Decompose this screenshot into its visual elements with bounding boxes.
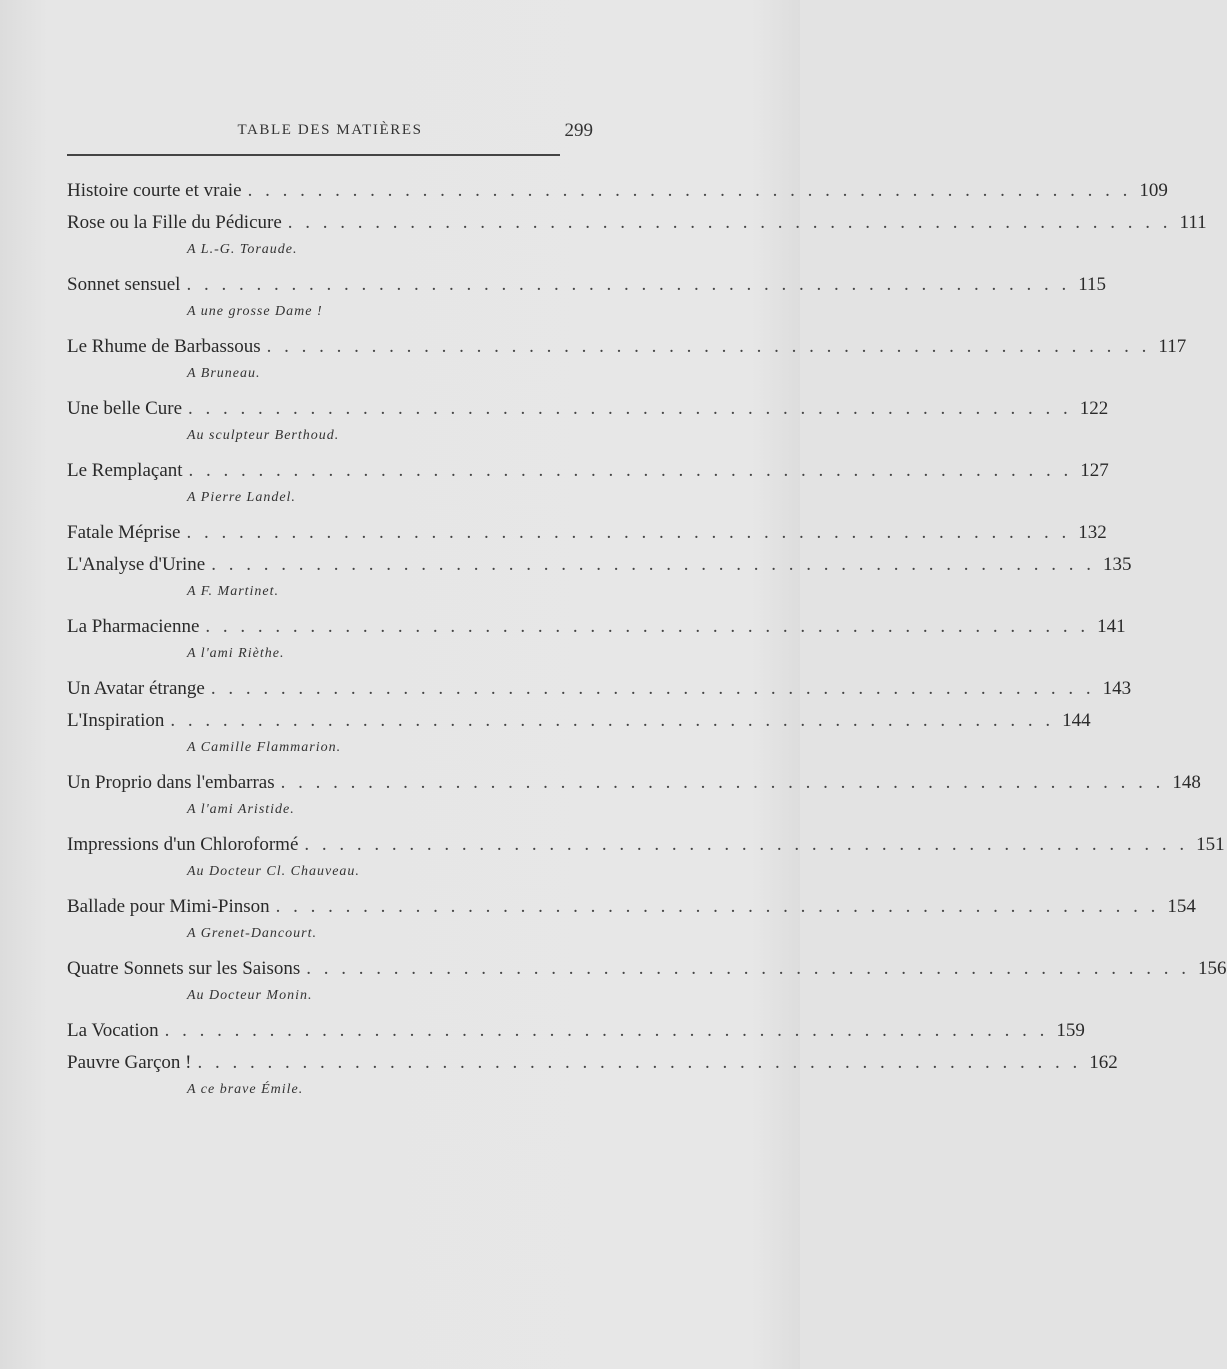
- toc-entry-line: [67, 710, 1091, 740]
- toc-entry-page: 162: [1089, 1052, 1118, 1073]
- toc-entry-line: [67, 834, 1225, 864]
- toc-entry-title: Quatre Sonnets sur les Saisons: [67, 958, 301, 979]
- dot-leader: . . . . . . . . . . . . . . . . . . . . . . . . . . . . . . . . . . . . . . . . . . . . . . . . . . .: [186, 274, 1071, 295]
- toc-entry-line: [67, 522, 1107, 552]
- toc-entry-line: [67, 616, 1126, 646]
- toc-entry-line: [67, 678, 1132, 708]
- toc-entry-page: 156: [1198, 958, 1227, 979]
- toc-entry-page: 109: [1139, 180, 1168, 201]
- toc-entry-title: Sonnet sensuel: [67, 274, 181, 295]
- toc-entry-dedication: A l'ami Aristide.: [187, 802, 295, 817]
- dot-leader: . . . . . . . . . . . . . . . . . . . . . . . . . . . . . . . . . . . . . . . . . . . . . . . . . . .: [247, 180, 1132, 201]
- toc-entry-page: 122: [1079, 398, 1109, 419]
- dot-leader: . . . . . . . . . . . . . . . . . . . . . . . . . . . . . . . . . . . . . . . . . . . . . . . . . . .: [210, 678, 1095, 699]
- toc-entry-dedication: A F. Martinet.: [187, 584, 280, 599]
- dot-leader: . . . . . . . . . . . . . . . . . . . . . . . . . . . . . . . . . . . . . . . . . . . . . . . . . . .: [205, 616, 1090, 637]
- dot-leader: . . . . . . . . . . . . . . . . . . . . . . . . . . . . . . . . . . . . . . . . . . . . . . . . . . .: [188, 398, 1072, 419]
- toc-entry-title: L'Inspiration: [67, 710, 165, 731]
- toc-entry-title: Impressions d'un Chloroformé: [67, 834, 299, 855]
- toc-entry-dedication: A l'ami Rièthe.: [187, 646, 285, 661]
- toc-entry-dedication: Au Docteur Cl. Chauveau.: [187, 864, 360, 879]
- toc-entry-page: 111: [1179, 212, 1207, 233]
- dot-leader: . . . . . . . . . . . . . . . . . . . . . . . . . . . . . . . . . . . . . . . . . . . . . . . . . . .: [170, 710, 1055, 731]
- toc-entry: [67, 274, 1107, 334]
- toc-entry: [67, 1052, 1118, 1112]
- dot-leader: . . . . . . . . . . . . . . . . . . . . . . . . . . . . . . . . . . . . . . . . . . . . . . . . . . .: [304, 834, 1189, 855]
- toc-entry-line: [67, 274, 1107, 304]
- toc-entry-line: [67, 772, 1201, 802]
- toc-entry-dedication: A Grenet-Dancourt.: [187, 926, 317, 941]
- toc-entry-line: [67, 1052, 1118, 1082]
- toc-entry-dedication: A ce brave Émile.: [187, 1082, 304, 1097]
- toc-entry-page: 154: [1167, 896, 1196, 917]
- dot-leader: . . . . . . . . . . . . . . . . . . . . . . . . . . . . . . . . . . . . . . . . . . . . . . . . . . .: [164, 1020, 1049, 1041]
- dot-leader: . . . . . . . . . . . . . . . . . . . . . . . . . . . . . . . . . . . . . . . . . . . . . . . . . . .: [280, 772, 1165, 793]
- dot-leader: . . . . . . . . . . . . . . . . . . . . . . . . . . . . . . . . . . . . . . . . . . . . . . . . . . .: [287, 212, 1172, 233]
- toc-entry-line: [67, 958, 1227, 988]
- dot-leader: . . . . . . . . . . . . . . . . . . . . . . . . . . . . . . . . . . . . . . . . . . . . . . . . . . .: [306, 958, 1191, 979]
- dot-leader: . . . . . . . . . . . . . . . . . . . . . . . . . . . . . . . . . . . . . . . . . . . . . . . . . . .: [188, 460, 1073, 481]
- toc-entry-title: Pauvre Garçon !: [67, 1052, 192, 1073]
- toc-entry-line: [67, 398, 1109, 428]
- toc-entry-title: Histoire courte et vraie: [67, 180, 242, 201]
- toc-entry-line: [67, 554, 1132, 584]
- toc-entry-page: 135: [1102, 554, 1132, 575]
- dot-leader: . . . . . . . . . . . . . . . . . . . . . . . . . . . . . . . . . . . . . . . . . . . . . . . . . . .: [186, 522, 1071, 543]
- toc-entry-dedication: Au sculpteur Berthoud.: [187, 428, 340, 443]
- toc-entry: [67, 1020, 1085, 1050]
- page-number: 299: [564, 120, 593, 141]
- toc-entry: [67, 212, 1207, 272]
- toc-entry-page: 144: [1062, 710, 1091, 731]
- toc-entry-line: [67, 212, 1207, 242]
- toc-entry: [67, 616, 1126, 676]
- toc-entry-page: 117: [1158, 336, 1187, 357]
- toc-entry-title: Fatale Méprise: [67, 522, 181, 543]
- dot-leader: . . . . . . . . . . . . . . . . . . . . . . . . . . . . . . . . . . . . . . . . . . . . . . . . . . .: [197, 1052, 1082, 1073]
- toc-entry-dedication: A Camille Flammarion.: [187, 740, 342, 755]
- toc-entry: [67, 460, 1109, 520]
- toc-entry-page: 115: [1078, 274, 1107, 295]
- toc-entry-page: 151: [1196, 834, 1225, 855]
- toc-entry: [67, 522, 1107, 552]
- toc-entry-title: Rose ou la Fille du Pédicure: [67, 212, 282, 233]
- toc-entry: [67, 398, 1109, 458]
- toc-entry-page: 141: [1097, 616, 1126, 637]
- toc-entry-title: Un Proprio dans l'embarras: [67, 772, 275, 793]
- header-rule: [67, 154, 560, 156]
- toc-entry-line: [67, 896, 1196, 926]
- toc-entry: [67, 834, 1225, 894]
- dot-leader: . . . . . . . . . . . . . . . . . . . . . . . . . . . . . . . . . . . . . . . . . . . . . . . . . . .: [211, 554, 1095, 575]
- toc-entry: [67, 896, 1196, 956]
- running-title: TABLE DES MATIÈRES: [237, 122, 423, 138]
- dot-leader: . . . . . . . . . . . . . . . . . . . . . . . . . . . . . . . . . . . . . . . . . . . . . . . . . . .: [275, 896, 1160, 917]
- toc-entry-dedication: A Bruneau.: [187, 366, 261, 381]
- toc-entry-title: Le Rhume de Barbassous: [67, 336, 261, 357]
- toc-entry: [67, 958, 1227, 1018]
- toc-entry-title: Une belle Cure: [67, 398, 183, 419]
- toc-entry: [67, 772, 1201, 832]
- toc-entry: [67, 678, 1132, 708]
- toc-entry-line: [67, 1020, 1085, 1050]
- toc-entry-page: 143: [1102, 678, 1132, 699]
- toc-entry-line: [67, 336, 1187, 366]
- toc-entry-dedication: A Pierre Landel.: [187, 490, 296, 505]
- toc-entry-title: Ballade pour Mimi-Pinson: [67, 896, 270, 917]
- toc-entry-page: 159: [1056, 1020, 1085, 1041]
- toc-entry-line: [67, 180, 1168, 210]
- dot-leader: . . . . . . . . . . . . . . . . . . . . . . . . . . . . . . . . . . . . . . . . . . . . . . . . . . .: [266, 336, 1151, 357]
- toc-entry-dedication: Au Docteur Monin.: [187, 988, 313, 1003]
- toc-entry-page: 132: [1078, 522, 1107, 543]
- toc-entry: [67, 710, 1091, 770]
- toc-entry-title: L'Analyse d'Urine: [67, 554, 206, 575]
- toc-entry-page: 148: [1172, 772, 1201, 793]
- toc-entry-title: Le Remplaçant: [67, 460, 183, 481]
- toc-entry: [67, 180, 1168, 210]
- toc-entry-dedication: A L.-G. Toraude.: [187, 242, 298, 257]
- toc-entry: [67, 554, 1132, 614]
- toc-entry: [67, 336, 1187, 396]
- toc-entry-title: La Vocation: [67, 1020, 159, 1041]
- toc-entry-line: [67, 460, 1109, 490]
- toc-entry-title: La Pharmacienne: [67, 616, 200, 637]
- toc-entry-page: 127: [1080, 460, 1109, 481]
- page-header: [67, 122, 593, 152]
- toc-entry-dedication: A une grosse Dame !: [187, 304, 323, 319]
- toc-entry-title: Un Avatar étrange: [67, 678, 205, 699]
- table-of-contents: [67, 180, 1227, 1114]
